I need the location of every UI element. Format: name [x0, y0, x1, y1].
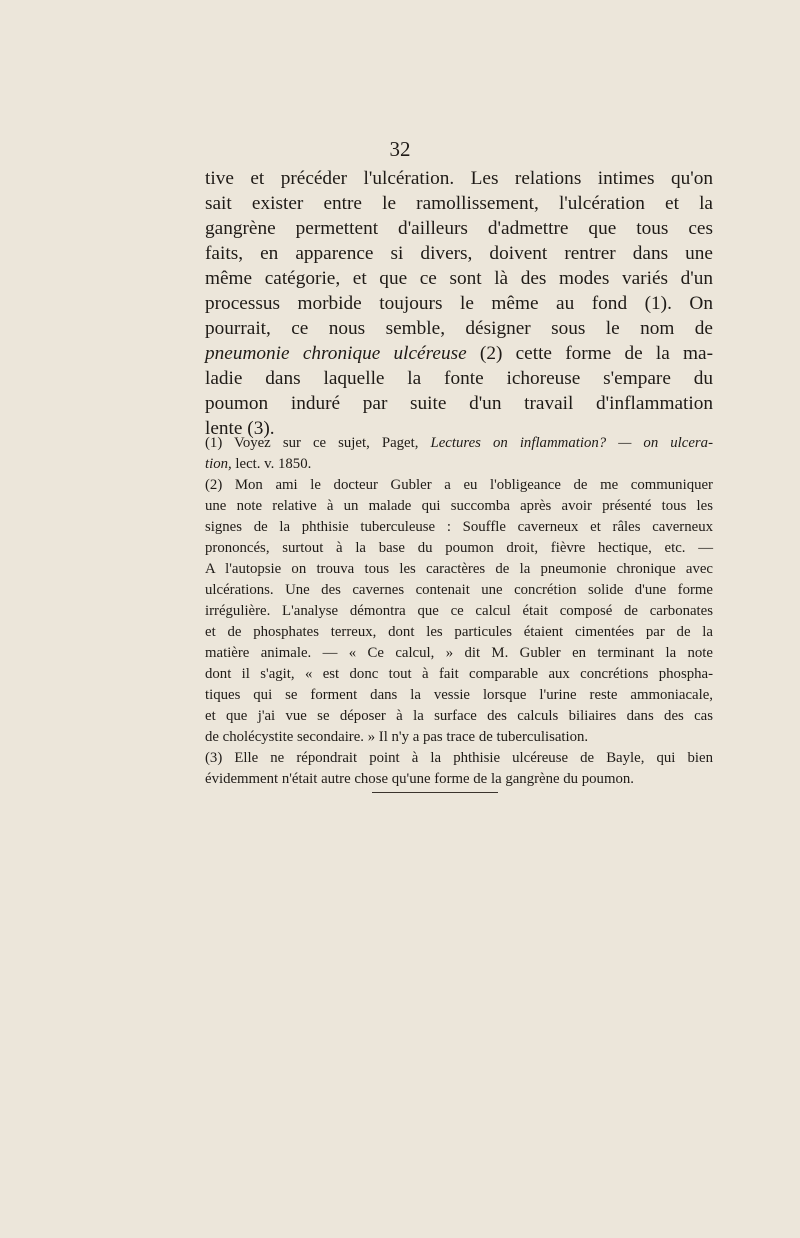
text-run: dont il s'agit, « est donc tout à fait comparable aux concrétions phospha-	[205, 666, 713, 682]
footnote-end-rule	[372, 792, 498, 793]
text-run: (1) Voyez sur ce sujet, Paget,	[205, 435, 431, 451]
body-line	[205, 391, 713, 416]
text-run: poumon induré par suite d'un travail d'inflammation	[205, 393, 713, 414]
text-run: faits, en apparence si divers, doivent rentrer dans une	[205, 243, 713, 264]
footnote-line	[205, 475, 713, 496]
footnote-line	[205, 769, 713, 790]
footnote-line	[205, 601, 713, 622]
text-run: signes de la phthisie tuberculeuse : Souffle caverneux et râles caverneux	[205, 519, 713, 535]
body-line	[205, 366, 713, 391]
text-run: matière animale. — « Ce calcul, » dit M. Gubler en terminant la note	[205, 645, 713, 661]
text-run: (3) Elle ne répondrait point à la phthisie ulcéreuse de Bayle, qui bien	[205, 750, 713, 766]
text-run: A l'autopsie on trouva tous les caractères de la pneumonie chronique avec	[205, 561, 713, 577]
italic-text: tion,	[205, 456, 232, 472]
text-run: pourrait, ce nous semble, désigner sous le nom de	[205, 318, 713, 339]
footnote-line	[205, 727, 713, 748]
body-line	[205, 316, 713, 341]
text-run: une note relative à un malade qui succomba après avoir présenté tous les	[205, 498, 713, 514]
text-run: irrégulière. L'analyse démontra que ce calcul était composé de carbonates	[205, 603, 713, 619]
footnote-line	[205, 538, 713, 559]
body-line	[205, 166, 713, 191]
text-run: ulcérations. Une des cavernes contenait une concrétion solide d'une forme	[205, 582, 713, 598]
body-line	[205, 291, 713, 316]
text-run: même catégorie, et que ce sont là des modes variés d'un	[205, 268, 713, 289]
footnote-line	[205, 580, 713, 601]
footnote-line	[205, 433, 713, 454]
text-run: (2) Mon ami le docteur Gubler a eu l'obligeance de me communiquer	[205, 477, 713, 493]
footnote-line	[205, 622, 713, 643]
text-run: ladie dans laquelle la fonte ichoreuse s'empare du	[205, 368, 713, 389]
italic-text: Lectures on inflammation? — on ulcera-	[430, 435, 713, 451]
body-line	[205, 241, 713, 266]
text-run: et que j'ai vue se déposer à la surface des calculs biliaires dans des cas	[205, 708, 713, 724]
text-run: processus morbide toujours le même au fond (1). On	[205, 293, 713, 314]
text-run: gangrène permettent d'ailleurs d'admettre que tous ces	[205, 218, 713, 239]
footnote-line	[205, 496, 713, 517]
footnote-line	[205, 517, 713, 538]
body-line	[205, 191, 713, 216]
body-line	[205, 341, 713, 366]
text-run: sait exister entre le ramollissement, l'ulcération et la	[205, 193, 713, 214]
page-number: 32	[389, 137, 411, 161]
text-run: de cholécystite secondaire. » Il n'y a pas trace de tuberculisation.	[205, 729, 589, 745]
body-text	[205, 166, 713, 441]
footnote-line	[205, 664, 713, 685]
text-run: tive et précéder l'ulcération. Les relations intimes qu'on	[205, 168, 713, 189]
footnotes	[205, 433, 713, 790]
footnote-line	[205, 748, 713, 769]
text-run: tiques qui se forment dans la vessie lorsque l'urine reste ammoniacale,	[205, 687, 713, 703]
footnote-line	[205, 559, 713, 580]
footnote-line	[205, 643, 713, 664]
text-run: (2) cette forme de la ma-	[466, 343, 713, 364]
text-run: lente (3).	[205, 418, 275, 439]
italic-text: pneumonie chronique ulcéreuse	[205, 343, 467, 364]
footnote-line	[205, 454, 713, 475]
body-line	[205, 216, 713, 241]
text-run: lect. v. 1850.	[231, 456, 312, 472]
body-line	[205, 266, 713, 291]
text-run: et de phosphates terreux, dont les particules étaient cimentées par de la	[205, 624, 713, 640]
text-run: évidemment n'était autre chose qu'une forme de la gangrène du poumon.	[205, 771, 634, 787]
footnote-line	[205, 706, 713, 727]
footnote-line	[205, 685, 713, 706]
text-run: prononcés, surtout à la base du poumon droit, fièvre hectique, etc. —	[205, 540, 713, 556]
